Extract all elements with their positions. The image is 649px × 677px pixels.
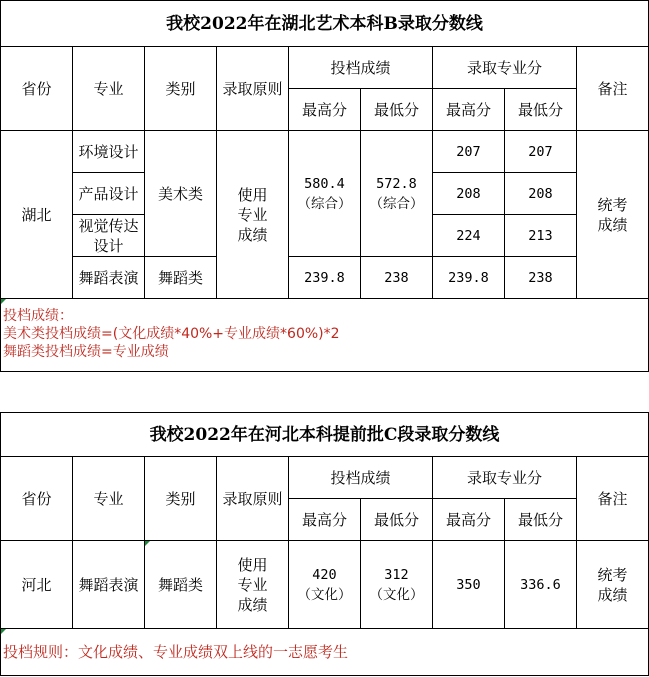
major-max-cell: 224 (433, 215, 505, 257)
header-major-min: 最低分 (505, 499, 577, 541)
principle-cell (217, 131, 289, 299)
header-admission-major-score: 录取专业分 (433, 457, 577, 499)
header-province: 省份 (1, 47, 73, 131)
header-principle: 录取原则 (217, 457, 289, 541)
filing-max-note: （文化） (297, 586, 352, 603)
province-cell: 湖北 (1, 131, 73, 299)
header-major-max: 最高分 (433, 499, 505, 541)
header-remarks: 备注 (577, 47, 649, 131)
major-cell: 舞蹈表演 (73, 541, 145, 629)
major-line: 视觉传达 (78, 216, 139, 235)
major-cell (73, 215, 145, 257)
remark-line: 成绩 (597, 215, 628, 234)
filing-min-cell (361, 541, 433, 629)
note-line: 美术类投档成绩=(文化成绩*40%+专业成绩*60%)*2 (3, 326, 340, 342)
art-filing-min: 572.8 (376, 175, 417, 192)
header-remarks: 备注 (577, 457, 649, 541)
header-admission-major-score: 录取专业分 (433, 47, 577, 89)
art-filing-min-note: （综合） (369, 195, 424, 212)
filing-min-note: （文化） (369, 586, 424, 603)
remark-line: 成绩 (597, 585, 628, 604)
remark-line: 统考 (597, 565, 628, 584)
principle-line: 专业 (237, 205, 268, 224)
header-major: 专业 (73, 47, 145, 131)
category-cell (145, 541, 217, 629)
major-min-cell: 336.6 (505, 541, 577, 629)
note-line: 投档成绩： (3, 308, 73, 324)
cell-comment-marker (145, 541, 150, 546)
art-filing-min-cell (361, 131, 433, 257)
major-min-cell: 207 (505, 131, 577, 173)
cell-comment-marker (1, 299, 6, 304)
note-line: 舞蹈类投档成绩=专业成绩 (3, 344, 169, 360)
header-filing-min: 最低分 (361, 89, 433, 131)
dance-major-min: 238 (505, 257, 577, 299)
dance-major-cell: 舞蹈表演 (73, 257, 145, 299)
filing-max-cell (289, 541, 361, 629)
principle-line: 专业 (237, 575, 268, 594)
header-filing-score: 投档成绩 (289, 47, 433, 89)
header-filing-max: 最高分 (289, 499, 361, 541)
category-text: 舞蹈类 (157, 575, 203, 594)
major-min-cell: 208 (505, 173, 577, 215)
cell-comment-marker (1, 629, 6, 634)
dance-category-cell: 舞蹈类 (145, 257, 217, 299)
header-filing-max: 最高分 (289, 89, 361, 131)
header-filing-min: 最低分 (361, 499, 433, 541)
header-major: 专业 (73, 457, 145, 541)
province-cell: 河北 (1, 541, 73, 629)
filing-max: 420 (312, 566, 337, 583)
principle-line: 成绩 (237, 225, 268, 244)
art-filing-max-cell (289, 131, 361, 257)
principle-line: 使用 (237, 185, 268, 204)
principle-line: 成绩 (237, 595, 268, 614)
major-cell: 产品设计 (73, 173, 145, 215)
hebei-admission-table (0, 412, 649, 676)
note-text: 投档规则：文化成绩、专业成绩双上线的一志愿考生 (3, 643, 349, 661)
hubei-table-title: 我校2022年在湖北艺术本科B录取分数线 (1, 1, 649, 47)
major-max-cell: 350 (433, 541, 505, 629)
major-max-cell: 208 (433, 173, 505, 215)
category-cell: 美术类 (145, 131, 217, 257)
dance-major-max: 239.8 (433, 257, 505, 299)
hebei-note (1, 629, 649, 676)
art-filing-max-note: （综合） (297, 195, 352, 212)
major-max-cell: 207 (433, 131, 505, 173)
remarks-cell (577, 131, 649, 299)
major-line: 设计 (93, 236, 124, 255)
hebei-table-title: 我校2022年在河北本科提前批C段录取分数线 (1, 413, 649, 457)
principle-line: 使用 (237, 555, 268, 574)
principle-cell (217, 541, 289, 629)
header-major-min: 最低分 (505, 89, 577, 131)
header-filing-score: 投档成绩 (289, 457, 433, 499)
header-category: 类别 (145, 457, 217, 541)
dance-filing-max: 239.8 (289, 257, 361, 299)
major-min-cell: 213 (505, 215, 577, 257)
filing-min: 312 (384, 566, 409, 583)
art-filing-max: 580.4 (304, 175, 345, 192)
hubei-notes (1, 299, 649, 372)
header-province: 省份 (1, 457, 73, 541)
remark-line: 统考 (597, 195, 628, 214)
header-category: 类别 (145, 47, 217, 131)
header-major-max: 最高分 (433, 89, 505, 131)
major-cell: 环境设计 (73, 131, 145, 173)
remarks-cell (577, 541, 649, 629)
header-principle: 录取原则 (217, 47, 289, 131)
dance-filing-min: 238 (361, 257, 433, 299)
